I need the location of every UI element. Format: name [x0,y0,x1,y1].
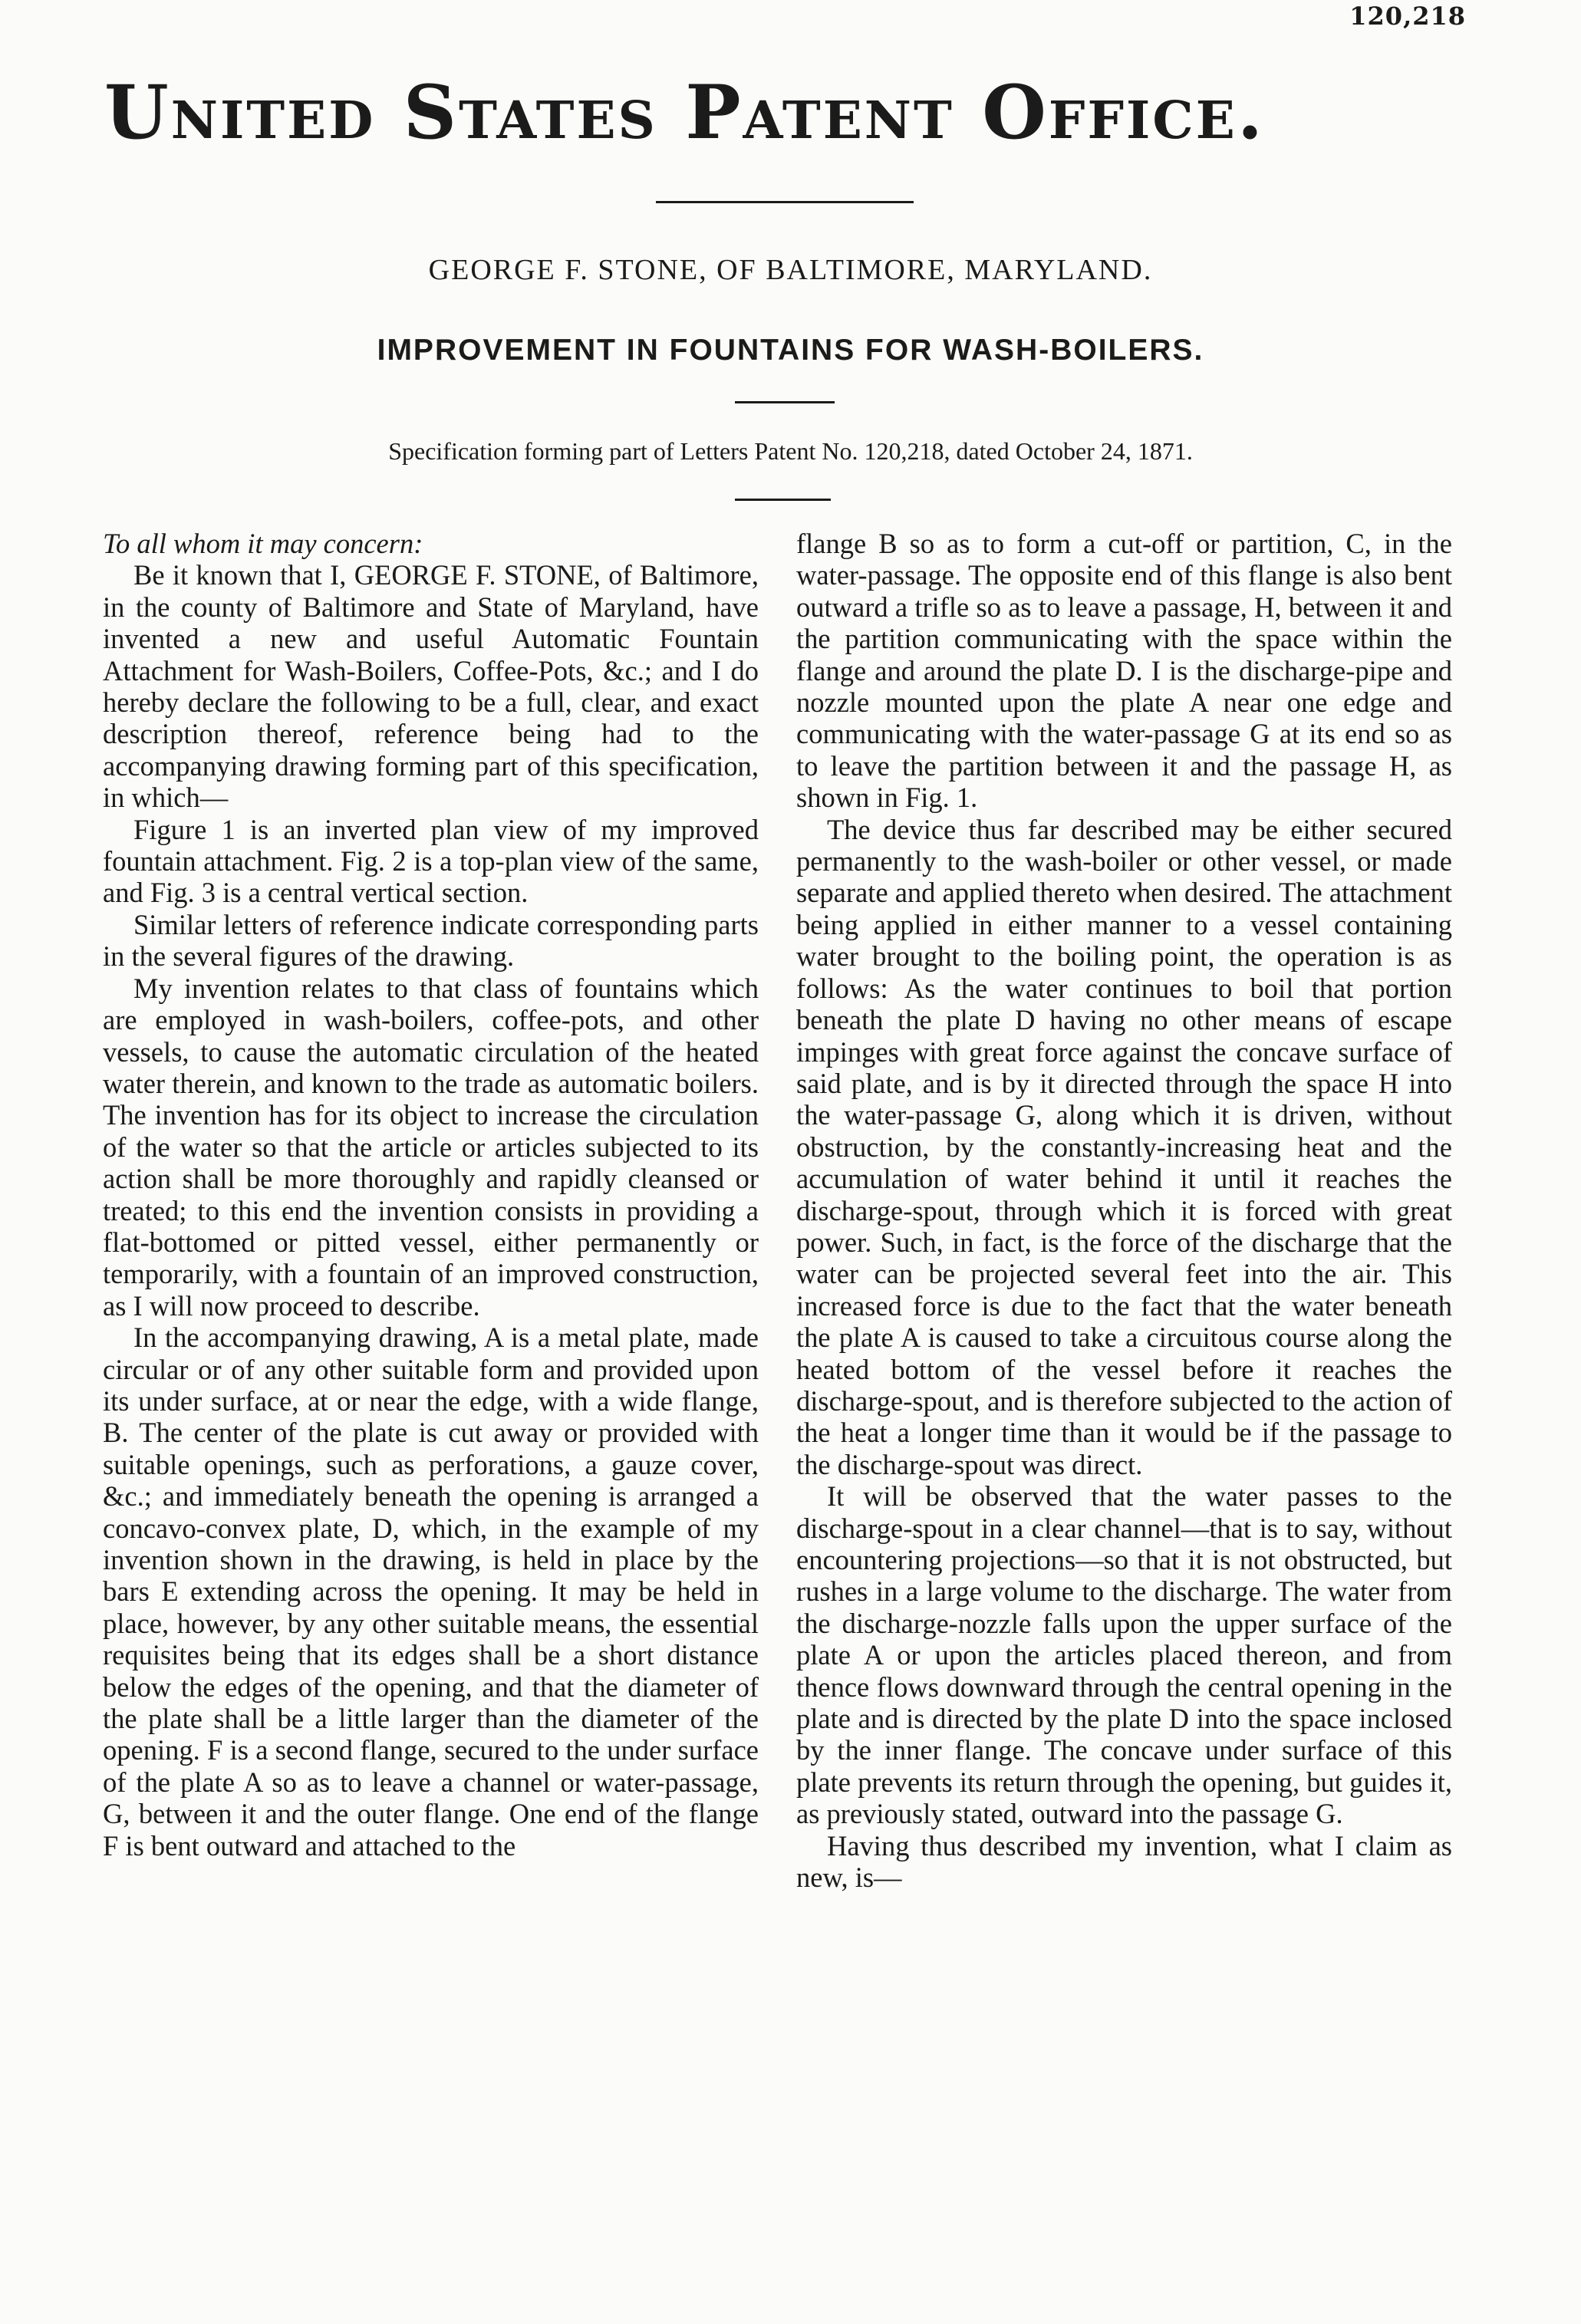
office-title: United States Patent Office. [104,69,1266,156]
paragraph: Be it known that I, GEORGE F. STONE, of Baltimore, in the county of Baltimore and State of Maryland, have invented a new and useful Automatic Fountain Attachment for Wash-Boilers, Coffee-Pots, &c.; and I do hereby declare the following to be a full, clear, and exact description thereof, reference being had to the accompanying drawing forming part of this specification, in which— [103,559,759,814]
patent-number: 120,218 [1349,2,1466,31]
paragraph: In the accompanying drawing, A is a metal plate, made circular or of any other suitable form and provided upon its under surface, at or near the edge, with a wide flange, B. The center of the plate is cut away or provided with suitable openings, such as perforations, a gauze cover, &c.; and immediately beneath the opening is arranged a concavo-convex plate, D, which, in the example of my invention shown in the drawing, is held in place by the bars E extending across the opening. It may be held in place, however, by any other suitable means, the essential requisites being that its edges shall be a short distance below the edges of the opening, and that the diameter of the plate shall be a little larger than the diameter of the opening. F is a second flange, secured to the under surface of the plate A so as to leave a channel or water-passage, G, between it and the outer flange. One end of the flange F is bent outward and attached to the [103,1322,759,1862]
right-column [796,528,1452,1893]
paragraph: Similar letters of reference indicate corresponding parts in the several figures of the drawing. [103,908,759,973]
paragraph: flange B so as to form a cut-off or partition, C, in the water-passage. The opposite end of this flange is also bent outward a trifle so as to leave a passage, H, between it and the partition communicating with the space within the flange and around the plate D. I is the discharge-pipe and nozzle mounted upon the plate A near one edge and communicating with the water-passage G at its end so as to leave the partition between it and the passage H, as shown in Fig. 1. [796,528,1452,814]
left-column [103,528,759,1862]
invention-title: IMPROVEMENT IN FOUNTAINS FOR WASH-BOILERS. [377,334,1204,367]
paragraph: My invention relates to that class of fountains which are employed in wash-boilers, coffee-pots, and other vessels, to cause the automatic circulation of the heated water therein, and known to the trade as automatic boilers. The invention has for its object to increase the circulation of the water so that the article or articles subjected to its action shall be more thoroughly and rapidly cleansed or treated; to this end the invention consists in providing a flat-bottomed or pitted vessel, either permanently or temporarily, with a fountain of an improved construction, as I will now proceed to describe. [103,972,759,1322]
paragraph: It will be observed that the water passes to the discharge-spout in a clear channel—that is to say, without encountering projections—so that it is not obstructed, but rushes in a large volume to the discharge. The water from the discharge-nozzle falls upon the upper surface of the plate A or upon the articles placed thereon, and from thence flows downward through the central opening in the plate and is directed by the plate D into the space inclosed by the inner flange. The concave under surface of this plate prevents its return through the opening, but guides it, as previously stated, outward into the passage G. [796,1480,1452,1830]
salutation: To all whom it may concern: [103,528,423,559]
divider-rule [735,401,835,403]
inventor-line: GEORGE F. STONE, OF BALTIMORE, MARYLAND. [428,254,1153,286]
paragraph: The device thus far described may be either secured permanently to the wash-boiler or other vessel, or made separate and applied thereto when desired. The attachment being applied in either manner to a vessel containing water brought to the boiling point, the operation is as follows: As the water continues to boil that portion beneath the plate D having no other means of escape impinges with great force against the concave surface of said plate, and is by it directed through the space H into the water-passage G, along which it is driven, without obstruction, by the constantly-increasing heat and the accumulation of water behind it until it reaches the discharge-spout, through which it is forced with great power. Such, in fact, is the force of the discharge that the water can be projected several feet into the air. This increased force is due to the fact that the water beneath the plate A is caused to take a circuitous course along the heated bottom of the vessel before it reaches the discharge-spout, and is therefore subjected to the action of the heat a longer time than it would be if the passage to the discharge-spout was direct. [796,813,1452,1480]
divider-rule [735,499,831,501]
divider-rule [656,201,914,203]
paragraph: Figure 1 is an inverted plan view of my improved fountain attachment. Fig. 2 is a top-plan view of the same, and Fig. 3 is a central vertical section. [103,813,759,909]
paragraph: Having thus described my invention, what I claim as new, is— [796,1829,1452,1894]
specification-line: Specification forming part of Letters Patent No. 120,218, dated October 24, 1871. [388,437,1193,465]
